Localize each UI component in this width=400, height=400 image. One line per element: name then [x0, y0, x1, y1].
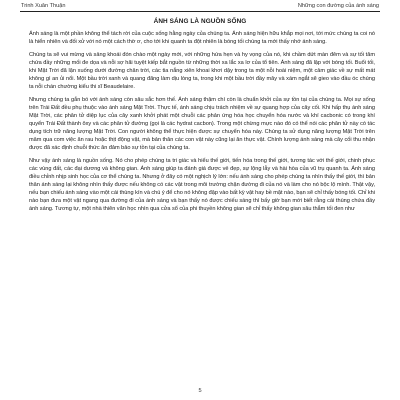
body-text [29, 30, 375, 218]
header-book-title: Những con đường của ánh sáng [297, 3, 379, 9]
paragraph: Nhưng chúng ta gắn bó với ánh sáng còn sâu sắc hơn thế. Ánh sáng thậm chí còn là chuẩn khởi của sự tồn tại của chúng ta. Mọi sự sống trên Trái Đất đều phụ thuộc vào ánh sáng Mặt Trời. Thực tế, ánh sáng chịu trách nhiệm về sự quang hợp của cây cối. Khi hấp thụ ánh sáng Mặt Trời, các phân tử diệp lục của cây xanh khởi phát một chuỗi các phản ứng hóa học chuyển hóa nước và khí cacbonic có trong khí quyển Trái Đất thành ôxy và các phân tử đường (gọi là các hydrat cacbon). Trong một chừng mực nào đó có thể nói các phân tử này có tác dụng tích trữ năng lượng Mặt Trời. Con người không thể thực hiện được sự chuyển hóa này. Chúng ta sử dụng năng lượng Mặt Trời trên mâm qua com việc ăn rau hoặc thịt động vật, mà bản thân các con vật này cũng lại ăn thực vật. Chính lượng ánh sáng mà cây cối thu nhận được đã xác định chuỗi thức ăn đảm bảo sự tồn tại của chúng ta. [29, 96, 375, 152]
page-number: 5 [198, 388, 202, 394]
paragraph: Như vậy ánh sáng là nguồn sống. Nó cho phép chúng ta tri giác và hiểu thế giới, tiến hóa trong thế giới, tương tác với thế giới, chinh phục các vùng đất, các đại dương và không gian. Ánh sáng giúp ta đánh giá được vẻ đẹp, sự lộng lẫy và hài hòa của vũ trụ quanh ta. Ánh sáng điều chỉnh nhịp sinh học của cơ thể chúng ta. Nhưng ở đây có một nghịch lý lớn: nếu ánh sáng cho phép chúng ta nhìn thấy thế giới, thì bản thân ánh sáng lại không nhìn thấy được nếu không có các vật trong môi trường chặn đường đi của nó và làm cho nó bộc lộ mình. Thật vậy, nếu bạn chiếu ánh sáng vào một cái thùng kín và chú ý để cho nó không đập vào bất kỳ vật hay bề mặt nào, bạn sẽ chỉ thấy bóng tối. Chỉ khi nào bạn đưa một vật ngang qua đường đi của ánh sáng và bạn thấy nó được chiếu sáng thì bấy giờ bạn mới biết rằng cái thùng chứa đầy ánh sáng. Tương tự, một nhà thiên văn học nhìn qua cửa sổ của phi thuyền không gian sẽ chỉ thấy không gian sâu thẳm tối đen như [29, 157, 375, 213]
chapter-title: ÁNH SÁNG LÀ NGUỒN SỐNG [153, 18, 247, 25]
paragraph: Chúng ta sẽ vui mừng và sảng khoái đón chào một ngày mới, với những hứa hẹn và hy vọng của nó, khi chầm dứt màn đêm và sự tối tăm chứa đầy những mối đe dọa và nỗi sợ hãi tuyệt kiếp bắt nguồn từ những thời xa lắc xa lơ của tổ tiên. Ánh sáng đã lập với bóng tối. Buổi tối, khi Mặt Trời đã lặn xuống dưới đường chân trời, các tia nắng xiên khoai khơi dậy trong ta một nỗi hoài niệm, một cảm giác về sự mất mát không gì an ủi nổi. Một bầu trời xanh và quang đãng làm dịu lòng ta, trong khi một bầu trời đầy mây và xám ngắt sẽ gieo vào đầu óc chúng ta nỗi chán chường kiểu thi sĩ Beaudelaire. [29, 51, 375, 91]
header-author: Trinh Xuân Thuận [21, 3, 66, 9]
running-header [20, 2, 380, 12]
paragraph: Ánh sáng là một phần không thể tách rời của cuộc sống hằng ngày của chúng ta. Ánh sáng hiện hữu khắp mọi nơi, tới mức chúng ta coi nó là hiển nhiên và đối xử với nó một cách thờ ơ, cho tới khi quanh ta đột nhiên là bóng tối chúng ta mới thấy nhớ ánh sáng. [29, 31, 375, 46]
